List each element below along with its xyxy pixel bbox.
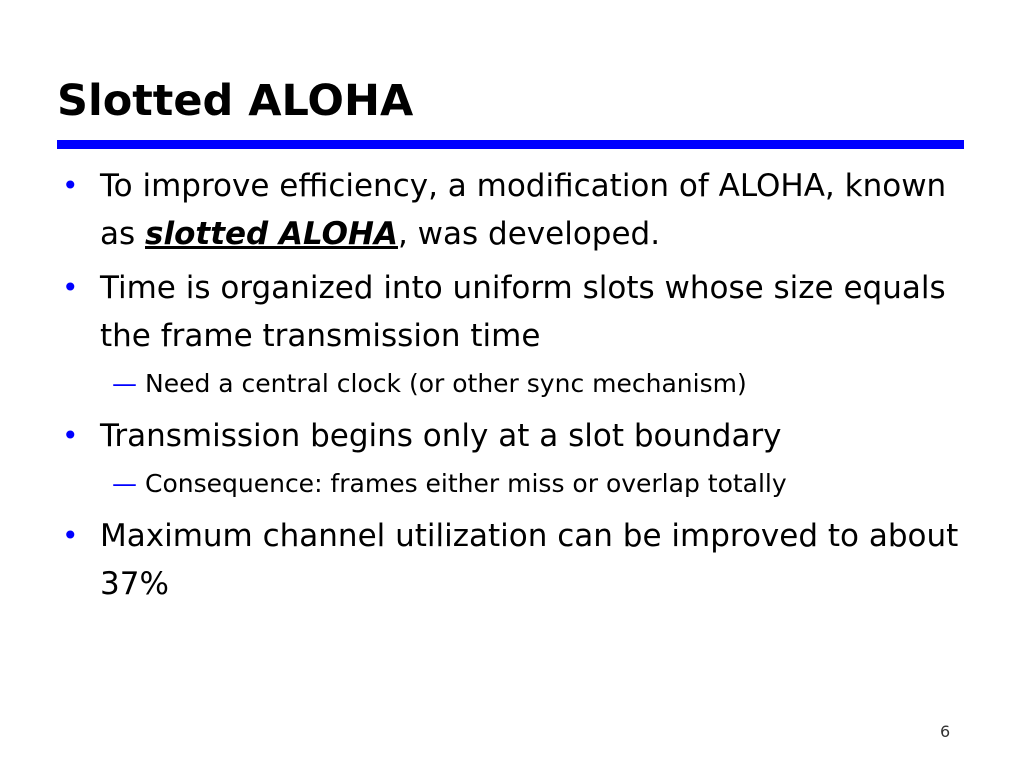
slide-title: Slotted ALOHA <box>57 76 414 126</box>
bullet-text: Transmission begins only at a slot boundary <box>100 418 782 454</box>
bullet-dot-icon: • <box>62 419 79 452</box>
emphasized-term: slotted ALOHA <box>145 216 398 252</box>
dash-marker-icon: — <box>112 369 137 398</box>
title-underline-rule <box>57 140 964 149</box>
sub-bullet-item <box>57 366 967 402</box>
slide-content <box>57 162 967 614</box>
bullet-item <box>57 162 967 258</box>
bullet-text-after: , was developed. <box>397 216 661 252</box>
bullet-text: Maximum channel utilization can be improved to about 37% <box>100 518 959 602</box>
sub-bullet-text: Need a central clock (or other sync mechanism) <box>145 369 747 398</box>
sub-bullet-item <box>57 466 967 502</box>
bullet-item <box>57 512 967 608</box>
bullet-text: Time is organized into uniform slots whose size equals the frame transmission time <box>100 270 946 354</box>
dash-marker-icon: — <box>112 469 137 498</box>
sub-bullet-text: Consequence: frames either miss or overlap totally <box>145 469 787 498</box>
bullet-dot-icon: • <box>62 271 79 304</box>
bullet-item <box>57 264 967 360</box>
bullet-dot-icon: • <box>62 519 79 552</box>
bullet-text-before: To improve efficiency, a modification of ALOHA, known as <box>100 168 947 252</box>
bullet-dot-icon: • <box>62 169 79 202</box>
bullet-item <box>57 412 967 460</box>
page-number: 6 <box>940 722 951 741</box>
